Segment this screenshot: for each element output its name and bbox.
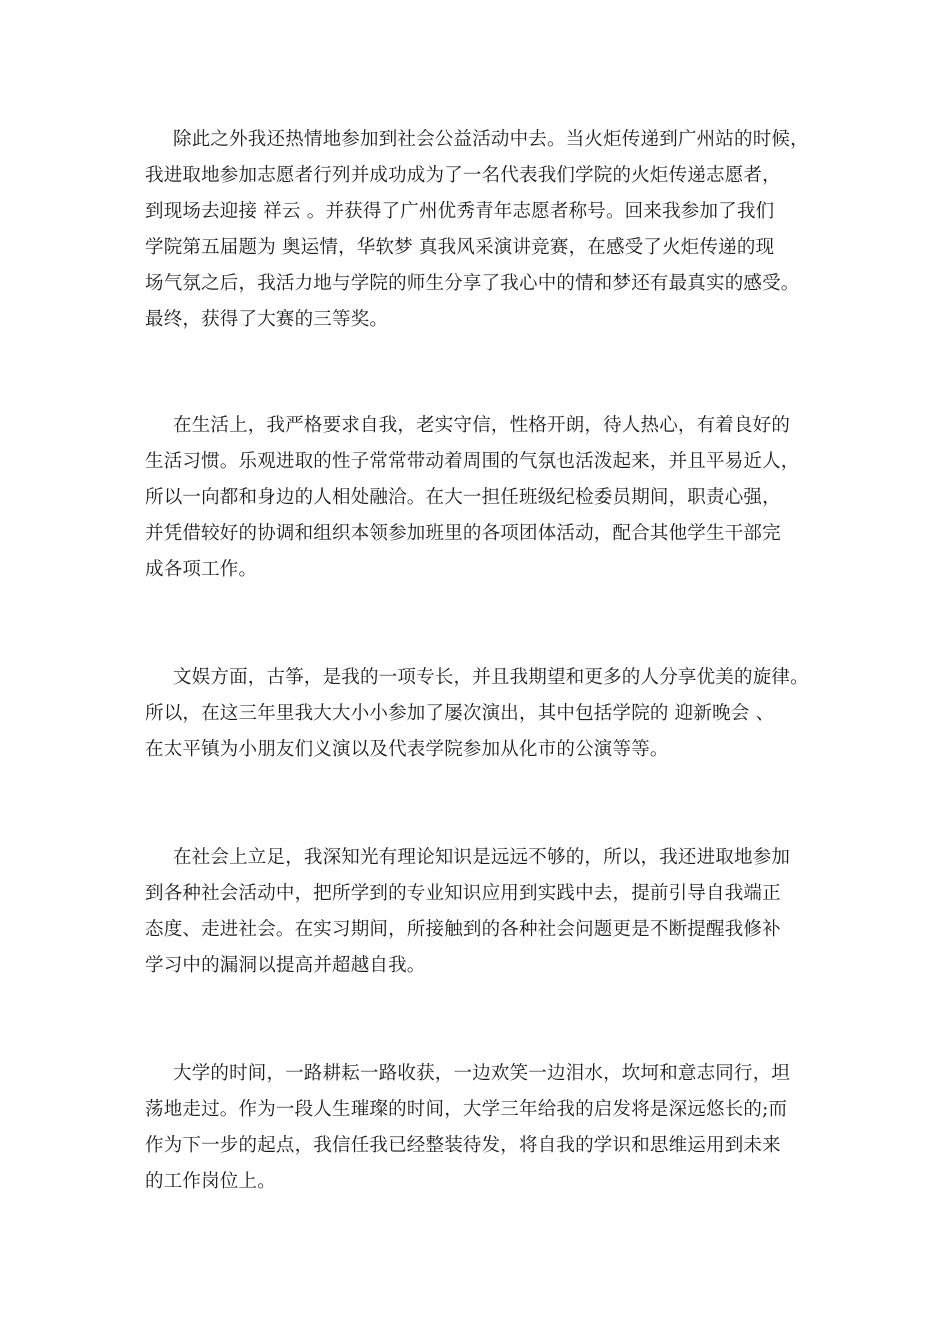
text-line: 成各项工作。 (145, 559, 258, 580)
text-line: 在社会上立足，我深知光有理论知识是远远不够的，所以，我还进取地参加 (173, 847, 791, 868)
text-line: 除此之外我还热情地参加到社会公益活动中去。当火炬传递到广州站的时候， (173, 129, 809, 150)
text-line: 的工作岗位上。 (145, 1171, 276, 1192)
text-line: 我进取地参加志愿者行列并成功成为了一名代表我们学院的火炬传递志愿者， (145, 165, 781, 186)
text-line: 生活习惯。乐观进取的性子常常带动着周围的气氛也活泼起来，并且平易近人， (145, 451, 800, 472)
text-line: 所以，在这三年里我大大小小参加了屡次演出，其中包括学院的 迎新晚会 、 (145, 703, 775, 724)
text-line: 在太平镇为小朋友们义演以及代表学院参加从化市的公演等等。 (145, 739, 669, 760)
text-line: 大学的时间，一路耕耘一路收获，一边欢笑一边泪水，坎坷和意志同行，坦 (173, 1063, 791, 1084)
paragraph-daily-life (145, 408, 825, 588)
text-line: 所以一向都和身边的人相处融洽。在大一担任班级纪检委员期间，职责心强， (145, 487, 781, 508)
text-line: 学院第五届题为 奥运情，华软梦 真我风采演讲竞赛，在感受了火炬传递的现 (145, 237, 775, 258)
text-line: 作为下一步的起点，我信任我已经整装待发，将自我的学识和思维运用到未来 (145, 1135, 781, 1156)
text-line: 最终，获得了大赛的三等奖。 (145, 309, 389, 330)
text-line: 到各种社会活动中，把所学到的专业知识应用到实践中去，提前引导自我端正 (145, 883, 781, 904)
paragraph-social-practice (145, 840, 825, 984)
paragraph-public-welfare (145, 122, 825, 338)
paragraph-entertainment (145, 660, 825, 768)
text-line: 在生活上，我严格要求自我，老实守信，性格开朗，待人热心，有着良好的 (173, 415, 791, 436)
text-line: 态度、走进社会。在实习期间，所接触到的各种社会问题更是不断提醒我修补 (145, 919, 781, 940)
text-line: 文娱方面，古筝，是我的一项专长，并且我期望和更多的人分享优美的旋律。 (173, 667, 809, 688)
text-line: 学习中的漏洞以提高并超越自我。 (145, 955, 426, 976)
paragraph-conclusion (145, 1056, 825, 1200)
text-line: 荡地走过。作为一段人生璀璨的时间，大学三年给我的启发将是深远悠长的;而 (145, 1099, 788, 1120)
text-line: 到现场去迎接 祥云 。并获得了广州优秀青年志愿者称号。回来我参加了我们 (145, 201, 775, 222)
text-line: 场气氛之后，我活力地与学院的师生分享了我心中的情和梦还有最真实的感受。 (145, 273, 800, 294)
text-line: 并凭借较好的协调和组织本领参加班里的各项团体活动，配合其他学生干部完 (145, 523, 781, 544)
